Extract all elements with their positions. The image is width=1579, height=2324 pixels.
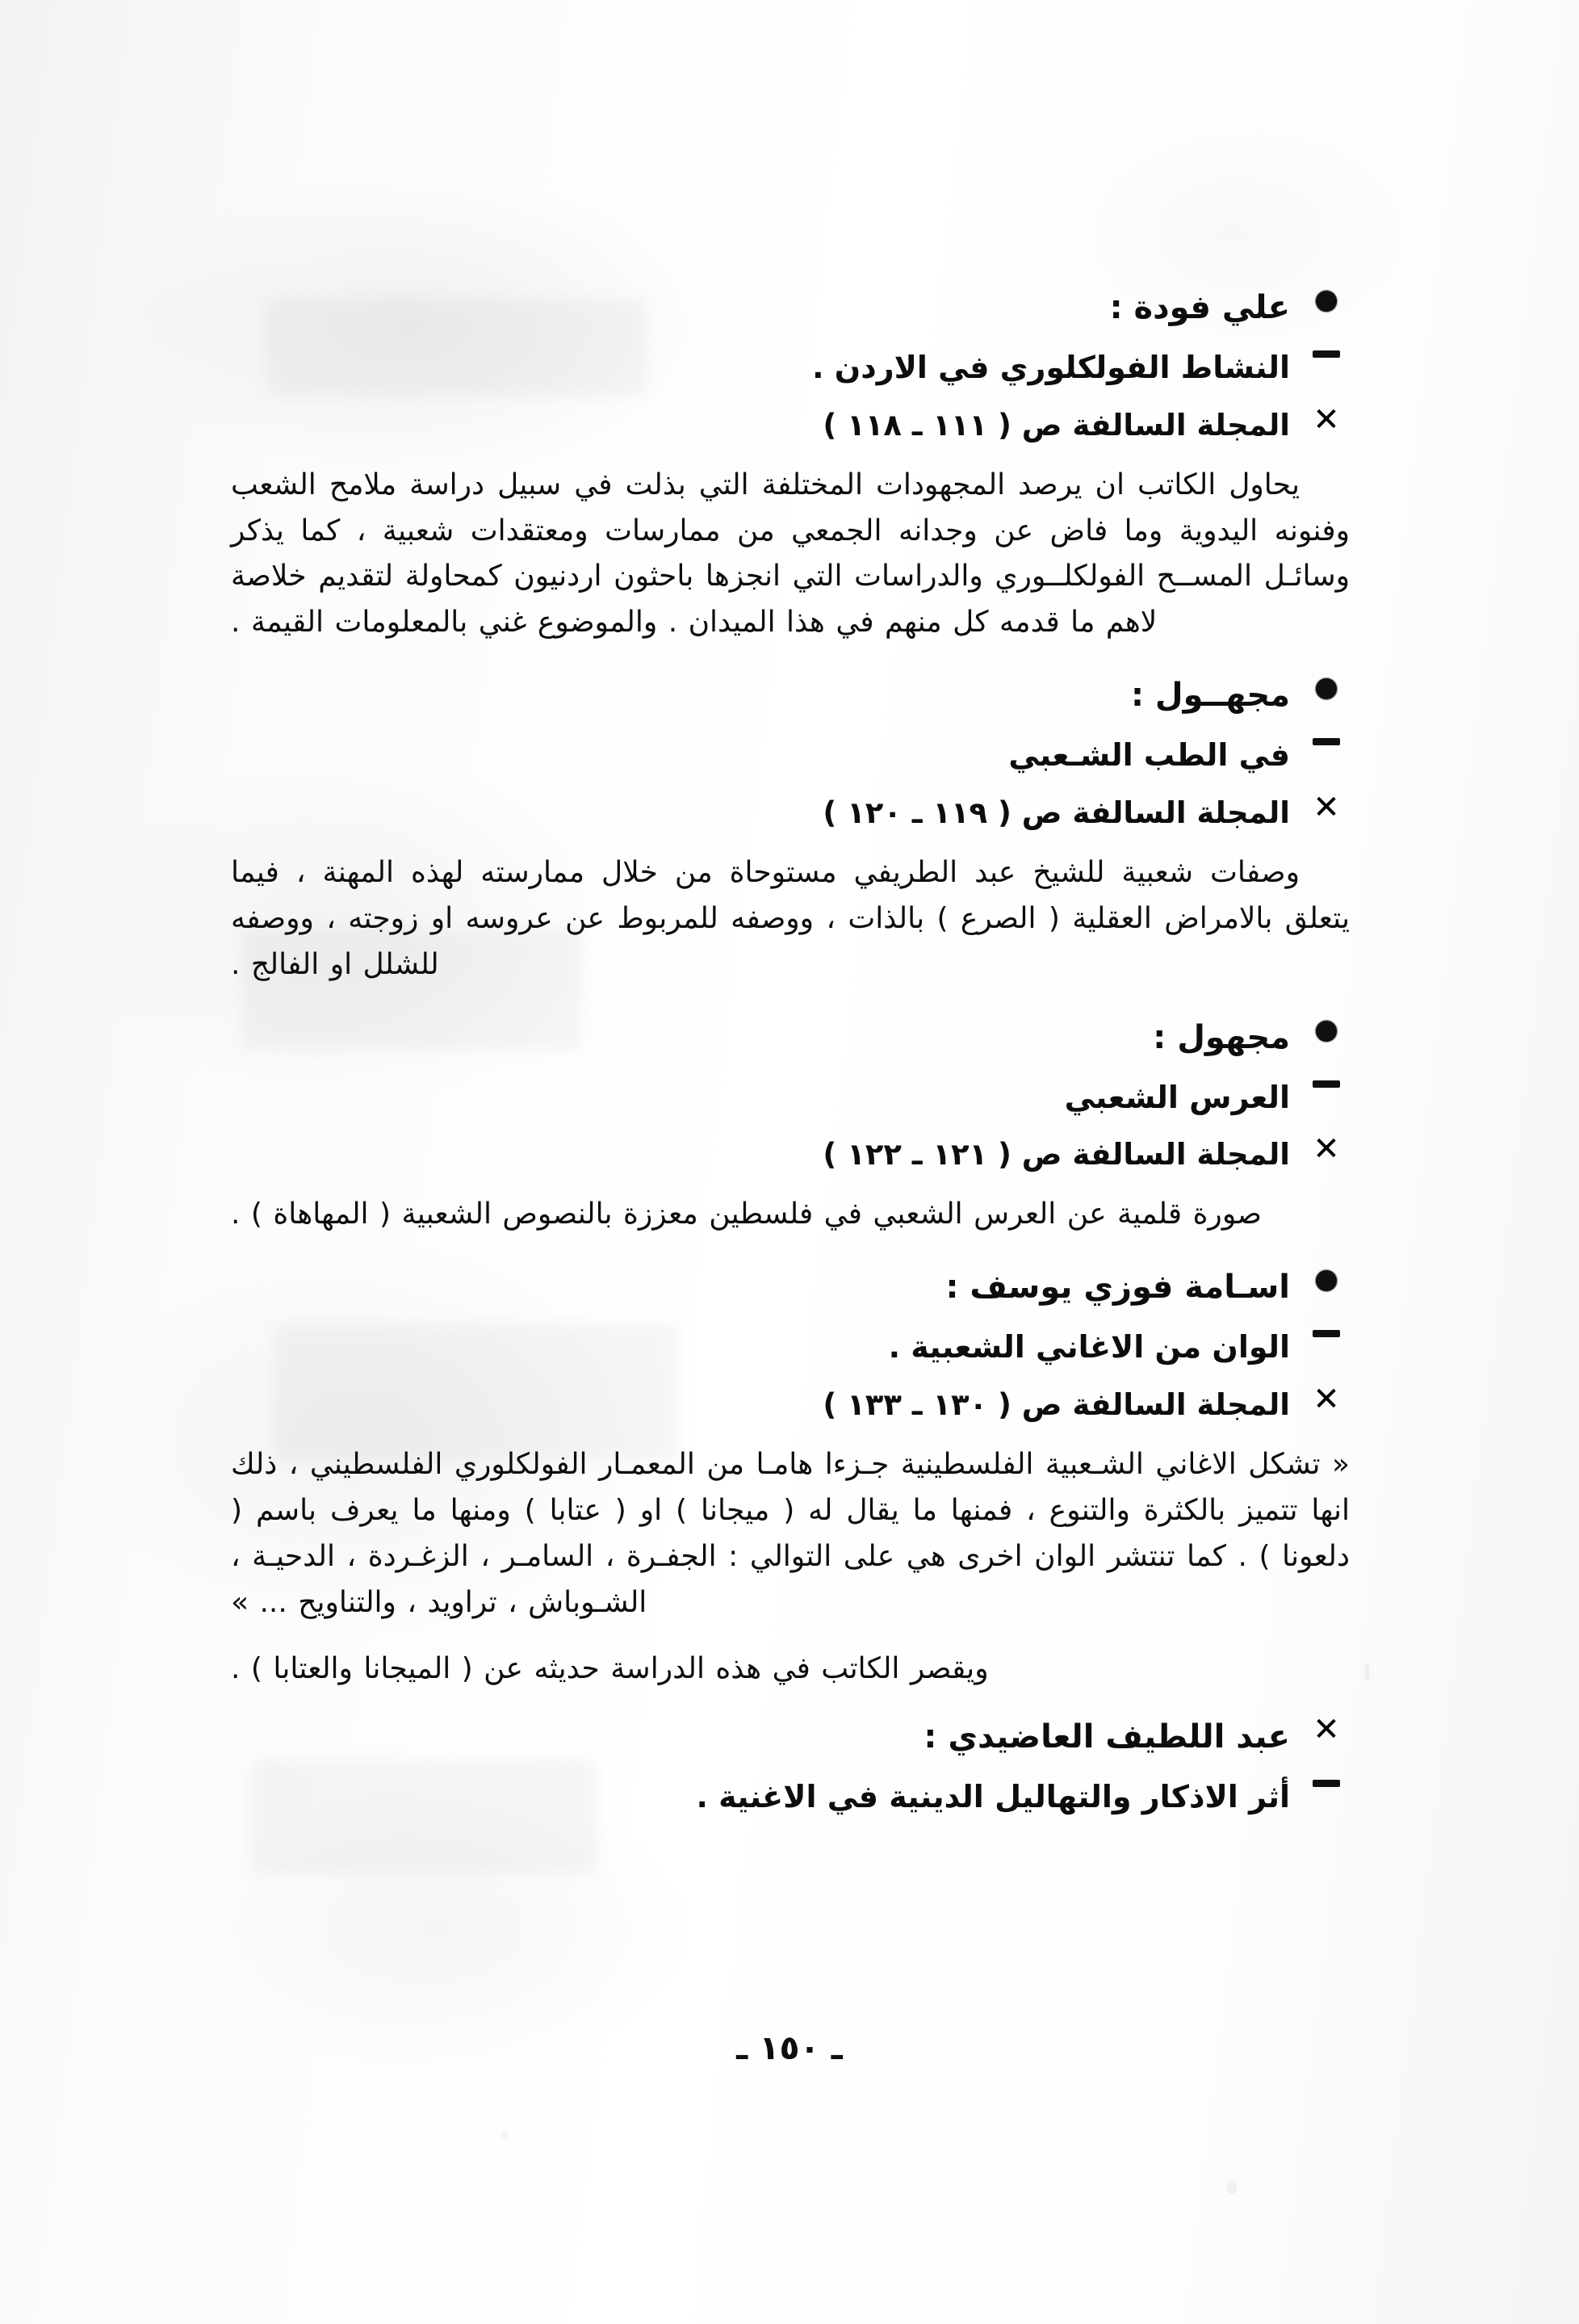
entry-abstract: يحاول الكاتب ان يرصد المجهودات المختلفة التي بذلت في سبيل دراسة ملامح الشعب وفنونه اليدوية وما فاض عن وجدانه الجمعي من ممارسات ومعتقدات شعبية ، كما يذكر وسائـل المســح الفولكلــوري والدراسات التي انجزها باحثون اردنيون كمحاولة لتقديم خلاصة لاهم ما قدمه كل منهم في هذا الميدان . والموضوع غني بالمعلومات القيمة .: [231, 468, 1350, 640]
dash-icon: [1296, 352, 1356, 365]
entry-citation: المجلة السالفة ص ( ١١١ ـ ١١٨ ): [823, 407, 1290, 443]
document-body: [223, 258, 1356, 1814]
bullet-dot-icon: [1296, 291, 1356, 314]
entry-author-row: [223, 291, 1356, 325]
scan-artifact: [501, 2132, 508, 2139]
entry-title: في الطب الشـعبي: [1008, 737, 1290, 774]
entry-citation: المجلة السالفة ص ( ١٣٠ ـ ١٣٣ ): [823, 1387, 1290, 1423]
scan-artifact: [1227, 2180, 1237, 2195]
cross-mark-icon: ✕: [1313, 401, 1340, 438]
entry-title-row: [223, 1079, 1356, 1115]
entry-citation: المجلة السالفة ص ( ١٢١ ـ ١٢٢ ): [823, 1137, 1290, 1172]
entry-author-row: [223, 1711, 1356, 1756]
entry-author-name: عبد اللطيف العاضيدي :: [924, 1718, 1290, 1756]
entry-citation-row: [223, 401, 1356, 443]
dash-icon: [1296, 740, 1356, 753]
cross-mark-icon: ✕: [1313, 1131, 1340, 1168]
entry-author-row: [223, 677, 1356, 715]
dash-icon: [1296, 1781, 1356, 1794]
dash-icon: [1296, 1332, 1356, 1344]
entry-author-name: علي فودة :: [1109, 289, 1290, 326]
entry-author-row: [223, 1018, 1356, 1056]
bullet-dot-icon: [1296, 1021, 1356, 1044]
entry-citation-row: [223, 789, 1356, 831]
entry-citation-row: [223, 1131, 1356, 1172]
dash-icon: [1296, 1082, 1356, 1095]
scan-artifact: [1364, 1663, 1370, 1681]
entry-citation: المجلة السالفة ص ( ١١٩ ـ ١٢٠ ): [823, 795, 1290, 831]
bullet-dot-icon: [1296, 1270, 1356, 1294]
entry-title-row: [223, 352, 1356, 384]
entry-abstract: صورة قلمية عن العرس الشعبي في فلسطين معززة بالنصوص الشعبية ( المهاهاة ) .: [231, 1198, 1262, 1231]
entry-citation-row: [223, 1381, 1356, 1423]
entry-title: العرس الشعبي: [1064, 1079, 1290, 1115]
bullet-dot-icon: [1296, 678, 1356, 702]
entry-abstract: وصفات شعبية للشيخ عبد الطريفي مستوحاة من خلال ممارسته لهذه المهنة ، فيما يتعلق بالامراض العقلية ( الصرع ) بالذات ، ووصفه للمربوط عن عروسه او زوجته ، ووصفه للشلل او الفالج .: [231, 855, 1350, 981]
entry-abstract-note: ويقصر الكاتب في هذه الدراسة حديثه عن ( الميجانا والعتابا ) .: [231, 1652, 989, 1686]
cross-mark-icon: ✕: [1313, 1381, 1340, 1419]
entry-title: النشاط الفولكلوري في الاردن .: [812, 350, 1290, 385]
entry-author-name: مجهــول :: [1130, 677, 1290, 715]
entry-quoted-abstract: « تشكل الاغاني الشـعبية الفلسطينية جـزءا هامـا من المعمـار الفولكلوري الفلسطيني ، ذلك انها تتميز بالكثرة والتنوع ، فمنها ما يقال له ( ميجانا ) او ( عتابا ) ومنها ما يعرف باسم ( دلعونا ) . كما تنتشر الوان اخرى هي على التوالي : الجفـرة ، السامـر ، الزغـردة ، الدحيـة ، الشـوباش ، تراويد ، والتناويح ... »: [231, 1447, 1350, 1619]
entry-author-name: مجهول :: [1153, 1018, 1290, 1056]
cross-mark-icon: ✕: [1313, 789, 1340, 827]
entry-title: أثر الاذكار والتهاليل الدينية في الاغنية .: [696, 1779, 1290, 1815]
entry-author-name: اسـامة فوزي يوسف :: [945, 1269, 1290, 1307]
cross-mark-icon: ✕: [1313, 1711, 1340, 1749]
entry-title-row: [223, 1329, 1356, 1365]
entry-title: الوان من الاغاني الشعبية .: [888, 1329, 1290, 1365]
entry-title-row: [223, 1781, 1356, 1814]
page-number: ـ ١٥٠ ـ: [736, 2028, 843, 2067]
entry-title-row: [223, 737, 1356, 774]
entry-author-row: [223, 1269, 1356, 1307]
